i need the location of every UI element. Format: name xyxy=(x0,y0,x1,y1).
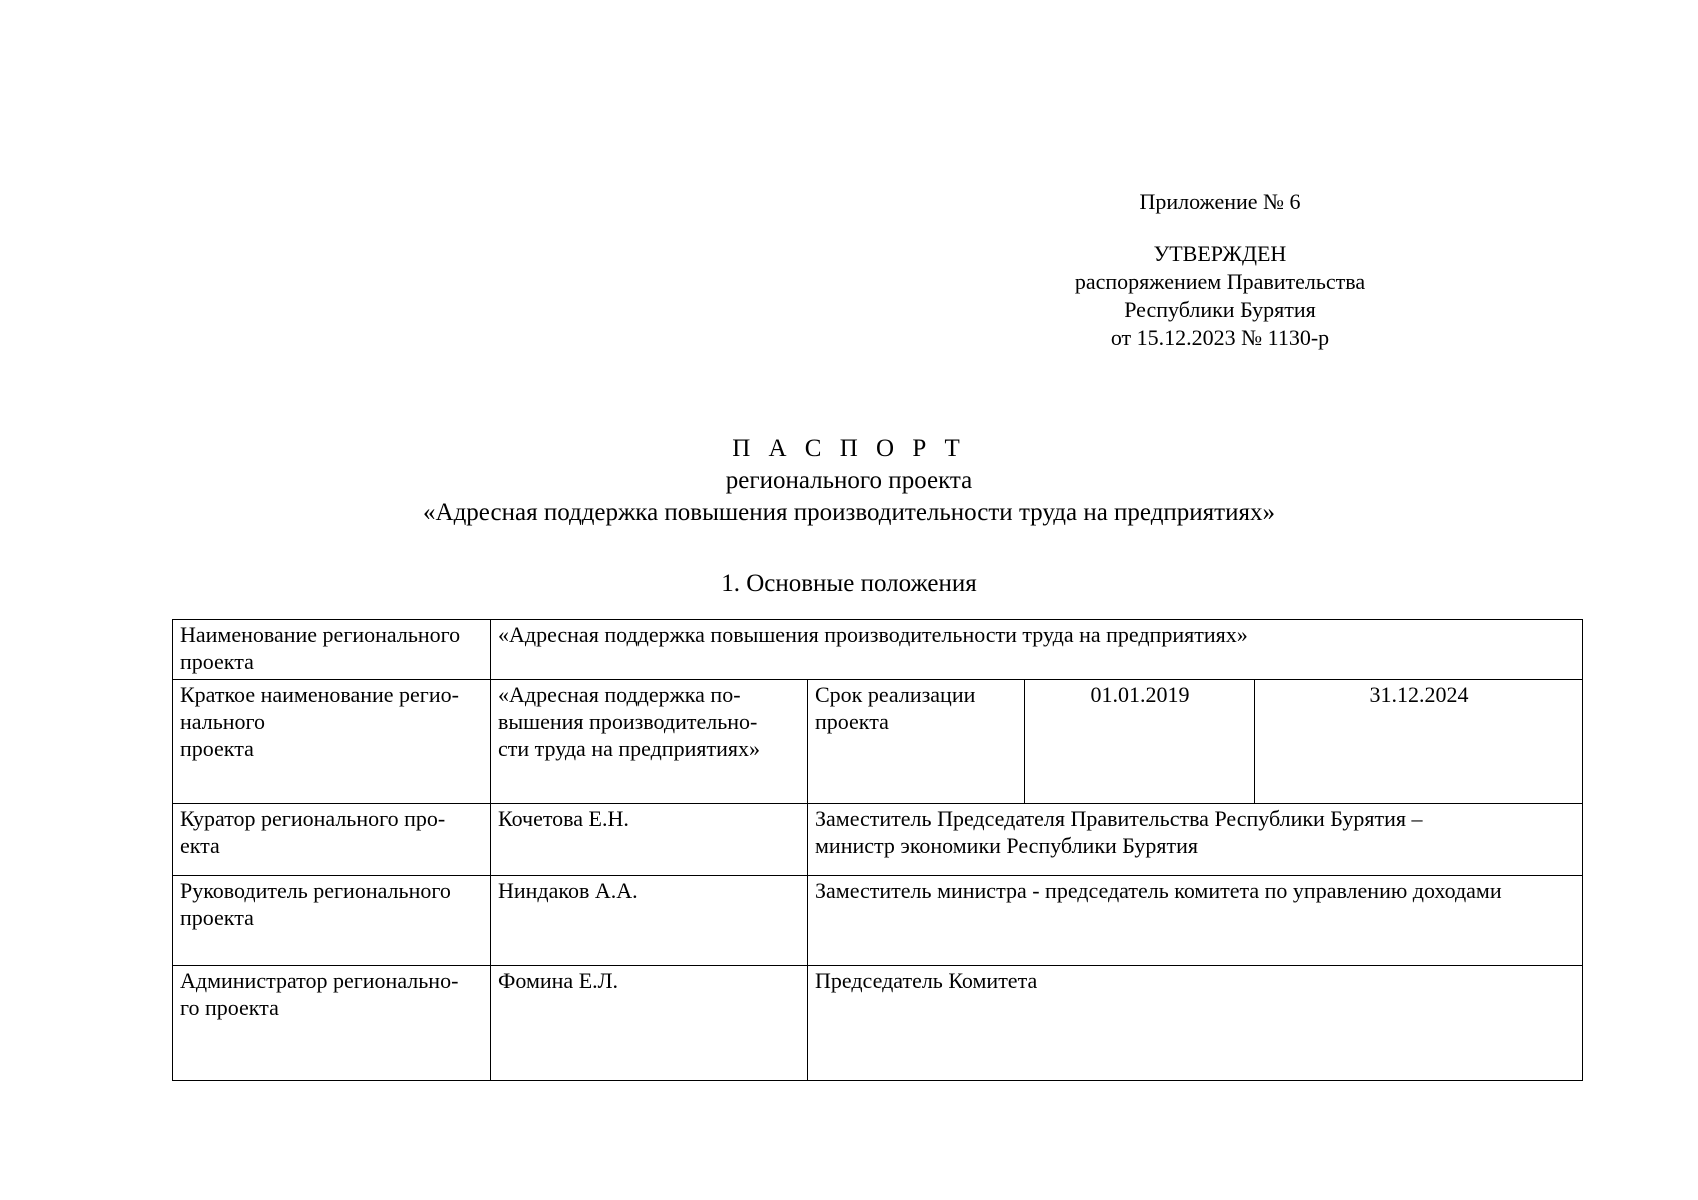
approval-line-2: Республики Бурятия xyxy=(1124,297,1316,322)
head-person: Ниндаков А.А. xyxy=(491,876,808,966)
document-title: П А С П О Р Т xyxy=(732,435,966,462)
passport-table xyxy=(172,619,1583,1081)
curator-label: Куратор регионального про- екта xyxy=(173,804,491,876)
approved-stamp: УТВЕРЖДЕН xyxy=(1153,241,1287,266)
table-row-administrator xyxy=(173,966,1583,1081)
term-end-date: 31.12.2024 xyxy=(1255,680,1583,804)
project-name-label: Наименование регионального проекта xyxy=(173,620,491,680)
appendix-number: Приложение № 6 xyxy=(1139,189,1301,214)
table-row-head xyxy=(173,876,1583,966)
approval-line-3: от 15.12.2023 № 1130-р xyxy=(1110,325,1330,350)
table-row-curator xyxy=(173,804,1583,876)
administrator-label: Администратор регионально- го проекта xyxy=(173,966,491,1081)
curator-person: Кочетова Е.Н. xyxy=(491,804,808,876)
project-name-value: «Адресная поддержка повышения производительности труда на предприятиях» xyxy=(491,620,1583,680)
document-subtitle: регионального проекта xyxy=(725,467,973,494)
approval-block xyxy=(1030,188,1410,352)
term-label: Срок реализации проекта xyxy=(808,680,1025,804)
term-start-date: 01.01.2019 xyxy=(1025,680,1255,804)
table-row-project-name xyxy=(173,620,1583,680)
document-title-block xyxy=(0,433,1698,529)
approval-line-1: распоряжением Правительства xyxy=(1074,269,1366,294)
administrator-position: Председатель Комитета xyxy=(808,966,1583,1081)
table-row-short-name xyxy=(173,680,1583,804)
section-title: 1. Основные положения xyxy=(721,570,977,597)
administrator-person: Фомина Е.Л. xyxy=(491,966,808,1081)
short-name-value: «Адресная поддержка по- вышения производительно- сти труда на предприятиях» xyxy=(491,680,808,804)
curator-position: Заместитель Председателя Правительства Республики Бурятия – министр экономики Республики Бурятия xyxy=(808,804,1583,876)
project-name-heading: «Адресная поддержка повышения производительности труда на предприятиях» xyxy=(423,499,1275,526)
head-position: Заместитель министра - председатель комитета по управлению доходами xyxy=(808,876,1583,966)
short-name-label: Краткое наименование регио- нального проекта xyxy=(173,680,491,804)
head-label: Руководитель регионального проекта xyxy=(173,876,491,966)
